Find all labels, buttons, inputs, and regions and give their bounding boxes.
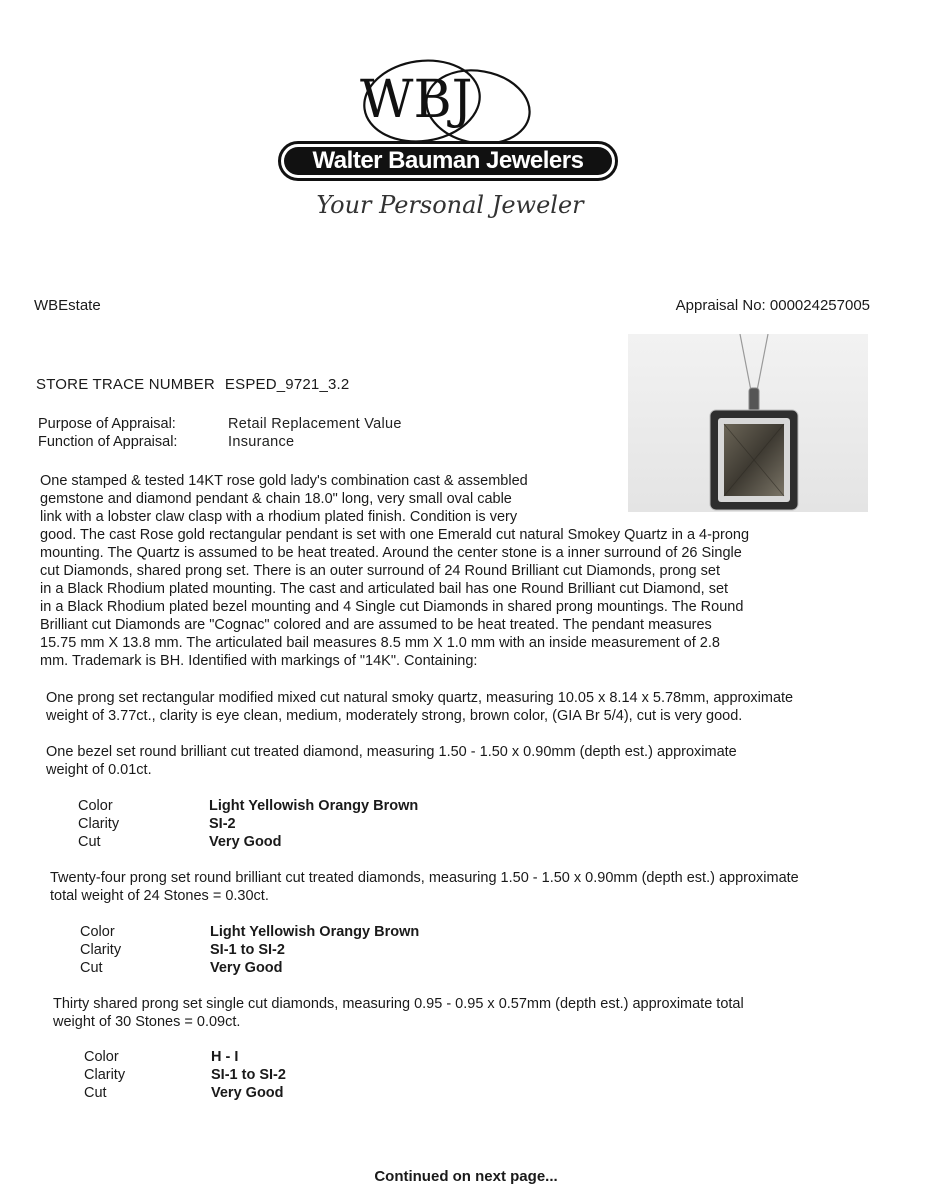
appraisal-number-value: 000024257005 <box>769 297 870 314</box>
spec-label: Color <box>80 924 115 940</box>
quartz-description <box>46 689 896 725</box>
spec-value: SI-1 to SI-2 <box>210 942 285 958</box>
single-cut-diamonds-description <box>53 995 903 1031</box>
store-trace-label: STORE TRACE NUMBER <box>36 376 215 393</box>
company-name: Walter Bauman Jewelers <box>284 147 612 175</box>
function-label: Function of Appraisal: <box>38 434 178 450</box>
description-line: in a Black Rhodium plated bezel mounting and 4 Single cut Diamonds in shared prong mountings. The Round <box>40 599 744 615</box>
single-cut-diamonds-specs <box>84 1048 286 1102</box>
appraisal-purpose-block <box>38 415 402 451</box>
appraisal-number-label: Appraisal No: <box>675 297 766 314</box>
description-line: 15.75 mm X 13.8 mm. The articulated bail measures 8.5 mm X 1.0 mm with an inside measurement of 2.8 <box>40 635 720 651</box>
prong-diamonds-line: total weight of 24 Stones = 0.30ct. <box>50 888 269 904</box>
description-line: cut Diamonds, shared prong set. There is an outer surround of 24 Round Brilliant cut Diamonds, prong set <box>40 563 720 579</box>
store-trace-number <box>36 376 349 393</box>
item-description <box>40 472 880 670</box>
description-line: in a Black Rhodium plated mounting. The cast and articulated bail has one Round Brilliant cut Diamond, set <box>40 581 729 597</box>
single-cut-line: weight of 30 Stones = 0.09ct. <box>53 1014 241 1030</box>
description-line: Brilliant cut Diamonds are "Cognac" colored and are assumed to be heat treated. The pendant measures <box>40 617 712 633</box>
spec-label: Cut <box>84 1085 107 1101</box>
prong-diamonds-description <box>50 869 910 905</box>
appraisal-number <box>676 297 870 314</box>
description-line: good. The cast Rose gold rectangular pendant is set with one Emerald cut natural Smokey Quartz in a 4-prong <box>40 527 750 543</box>
spec-value: Very Good <box>210 960 283 976</box>
spec-value: Very Good <box>211 1085 284 1101</box>
prong-diamonds-line: Twenty-four prong set round brilliant cut treated diamonds, measuring 1.50 - 1.50 x 0.90mm (depth est.) approximate <box>50 870 799 886</box>
spec-label: Color <box>84 1049 119 1065</box>
single-cut-line: Thirty shared prong set single cut diamonds, measuring 0.95 - 0.95 x 0.57mm (depth est.) approximate total <box>53 996 744 1012</box>
bezel-diamond-description <box>46 743 896 779</box>
description-line: link with a lobster claw clasp with a rhodium plated finish. Condition is very <box>40 509 518 525</box>
estate-label: WBEstate <box>34 297 101 314</box>
spec-label: Clarity <box>80 942 122 958</box>
quartz-line: One prong set rectangular modified mixed cut natural smoky quartz, measuring 10.05 x 8.14 x 5.78mm, approximate <box>46 690 794 706</box>
bezel-diamond-line: One bezel set round brilliant cut treated diamond, measuring 1.50 - 1.50 x 0.90mm (depth est.) approximate <box>46 744 737 760</box>
company-logo <box>270 55 630 235</box>
purpose-label: Purpose of Appraisal: <box>38 416 176 432</box>
bezel-diamond-specs <box>78 797 418 851</box>
description-line: One stamped & tested 14KT rose gold lady's combination cast & assembled <box>40 473 528 489</box>
description-line: gemstone and diamond pendant & chain 18.0" long, very small oval cable <box>40 491 512 507</box>
prong-diamonds-specs <box>80 923 419 977</box>
spec-value: Very Good <box>209 834 282 850</box>
spec-label: Color <box>78 798 113 814</box>
spec-value: SI-1 to SI-2 <box>211 1067 286 1083</box>
purpose-value: Retail Replacement Value <box>228 416 402 432</box>
company-name-plate <box>278 141 618 181</box>
bezel-diamond-line: weight of 0.01ct. <box>46 762 152 778</box>
description-line: mm. Trademark is BH. Identified with markings of "14K". Containing: <box>40 653 478 669</box>
continued-footer: Continued on next page... <box>374 1168 558 1185</box>
wbj-monogram-icon <box>350 55 550 150</box>
store-trace-value: ESPED_9721_3.2 <box>224 376 350 393</box>
description-line: mounting. The Quartz is assumed to be heat treated. Around the center stone is a inner surround of 26 Single <box>40 545 742 561</box>
monogram-text: WBJ <box>360 70 473 130</box>
quartz-line: weight of 3.77ct., clarity is eye clean, medium, moderately strong, brown color, (GIA Br 5/4), cut is very good. <box>46 708 743 724</box>
spec-label: Clarity <box>84 1067 126 1083</box>
spec-label: Cut <box>78 834 101 850</box>
spec-value: H - I <box>211 1049 239 1065</box>
company-tagline: Your Personal Jeweler <box>316 191 584 219</box>
spec-value: Light Yellowish Orangy Brown <box>210 924 420 940</box>
spec-value: SI-2 <box>209 816 236 832</box>
spec-label: Clarity <box>78 816 120 832</box>
spec-label: Cut <box>80 960 103 976</box>
spec-value: Light Yellowish Orangy Brown <box>209 798 419 814</box>
function-value: Insurance <box>228 434 295 450</box>
